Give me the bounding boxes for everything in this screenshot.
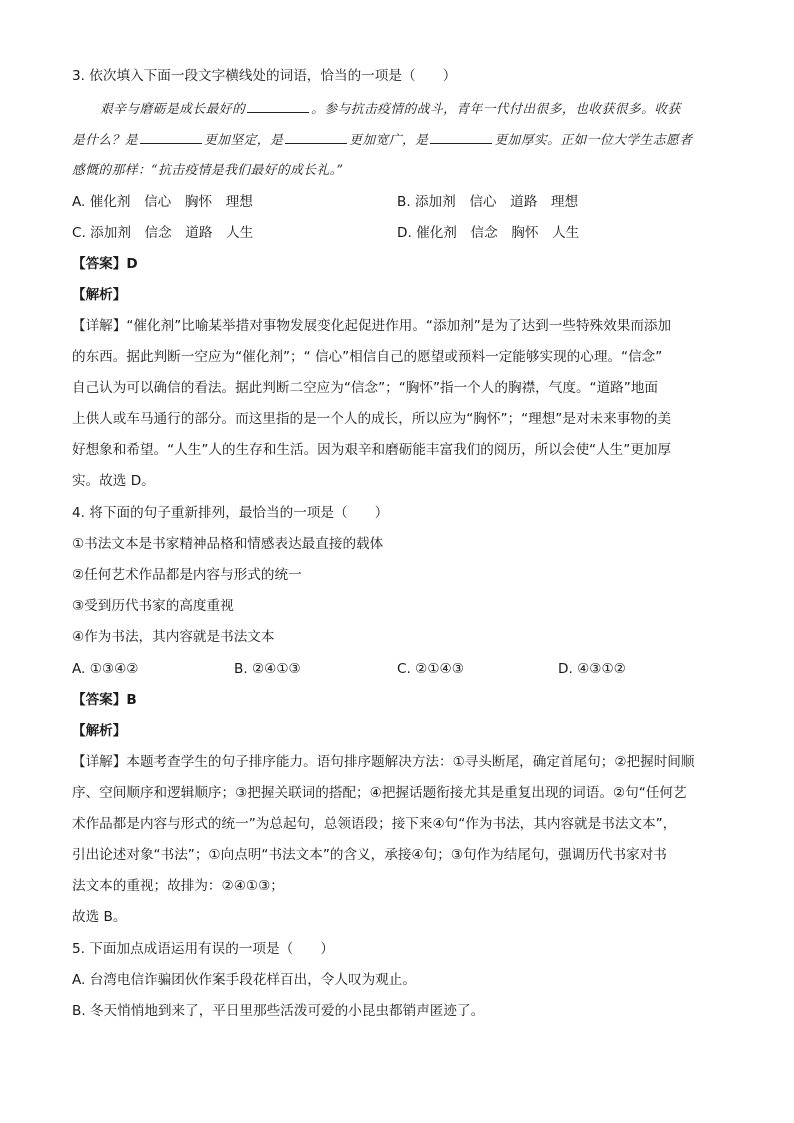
passage-text: 更加宽广，是 — [349, 133, 429, 148]
passage-text: 更加坚定，是 — [203, 133, 284, 148]
q4-sentence: ③受到历代书家的高度重视 — [72, 598, 234, 614]
q3-option-c: C. 添加剂 信念 道路 人生 — [72, 225, 254, 241]
passage-text: 更加厚实。正如一位大学生志愿者 — [494, 133, 693, 148]
q4-sentence: ②任何艺术作品都是内容与形式的统一 — [72, 567, 302, 583]
q3-detail-line: 自己认为可以确信的看法。据此判断二空应为“信念”；“胸怀”指一个人的胸襟，气度。“道路”地面 — [72, 380, 659, 396]
q3-detail-line: 的东西。据此判断一空应为“催化剂”；“ 信心”相信自己的愿望或预料一定能够实现的心理。“信念” — [72, 349, 663, 365]
q3-option-d: D. 催化剂 信念 胸怀 人生 — [397, 225, 580, 241]
q4-conclusion: 故选 B。 — [72, 909, 127, 925]
q3-passage-line-1 — [100, 99, 681, 120]
q3-passage-line-3: 感慨的那样：“抗击疫情是我们最好的成长礼。” — [72, 163, 344, 178]
q3-answer: 【答案】D — [72, 256, 138, 272]
q3-detail-line: 实。故选 D。 — [72, 473, 155, 489]
fill-blank-2 — [140, 130, 202, 144]
fill-blank-4 — [430, 130, 492, 144]
q4-detail-line: 引出论述对象“书法”；①向点明“书法文本”的含义，承接④句；③句作为结尾句，强调历代书家对书 — [72, 847, 667, 863]
q4-sentence: ①书法文本是书家精神品格和情感表达最直接的载体 — [72, 536, 384, 552]
q4-detail-line: 序、空间顺序和逻辑顺序；③把握关联词的搭配；④把握话题衔接尤其是重复出现的词语。②句“任何艺 — [72, 785, 687, 801]
passage-text: 。参与抗击疫情的战斗，青年一代付出很多，也收获很多。收获 — [311, 102, 681, 117]
q4-detail-line: 法文本的重视；故排为：②④①③； — [72, 878, 284, 894]
q4-detail-line: 【详解】本题考查学生的句子排序能力。语句排序题解决方法：①寻头断尾，确定首尾句；②把握时间顺 — [72, 754, 695, 770]
passage-text: 是什么？是 — [72, 133, 138, 148]
q3-detail-line: 上供人或车马通行的部分。而这里指的是一个人的成长，所以应为“胸怀”；“理想”是对未来事物的美 — [72, 411, 672, 427]
q4-analysis-heading: 【解析】 — [72, 723, 127, 739]
q4-option-d: D. ④③①② — [558, 661, 626, 677]
q3-option-b: B. 添加剂 信心 道路 理想 — [397, 194, 579, 210]
q4-answer: 【答案】B — [72, 692, 137, 708]
q3-option-a: A. 催化剂 信心 胸怀 理想 — [72, 194, 253, 210]
q4-option-b: B. ②④①③ — [234, 661, 301, 677]
q3-detail-line: 好想象和希望。“人生”人的生存和生活。因为艰辛和磨砺能丰富我们的阅历，所以会使“人生”更加厚 — [72, 442, 672, 458]
q4-sentence: ④作为书法，其内容就是书法文本 — [72, 629, 275, 645]
q3-passage-line-2 — [72, 130, 692, 151]
q4-option-a: A. ①③④② — [72, 661, 139, 677]
q3-analysis-heading: 【解析】 — [72, 287, 127, 303]
question-5-stem: 5. 下面加点成语运用有误的一项是（ ） — [72, 941, 334, 957]
q3-detail-line: 【详解】“催化剂”比喻某举措对事物发展变化起促进作用。“添加剂”是为了达到一些特殊效果而添加 — [72, 318, 672, 334]
q4-option-c: C. ②①④③ — [397, 661, 464, 677]
q4-detail-line: 术作品都是内容与形式的统一”为总起句，总领语段；接下来④句“作为书法，其内容就是书法文本”， — [72, 816, 677, 832]
fill-blank-3 — [285, 130, 347, 144]
question-4-stem: 4. 将下面的句子重新排列，最恰当的一项是（ ） — [72, 505, 389, 521]
q5-option-a: A. 台湾电信诈骗团伙作案手段花样百出，令人叹为观止。 — [72, 972, 416, 988]
question-3-stem: 3. 依次填入下面一段文字横线处的词语，恰当的一项是（ ） — [72, 68, 457, 84]
passage-text: 艰辛与磨砺是成长最好的 — [100, 102, 246, 117]
fill-blank-1 — [247, 99, 309, 113]
q5-option-b: B. 冬天悄悄地到来了，平日里那些活泼可爱的小昆虫都销声匿迹了。 — [72, 1003, 485, 1019]
